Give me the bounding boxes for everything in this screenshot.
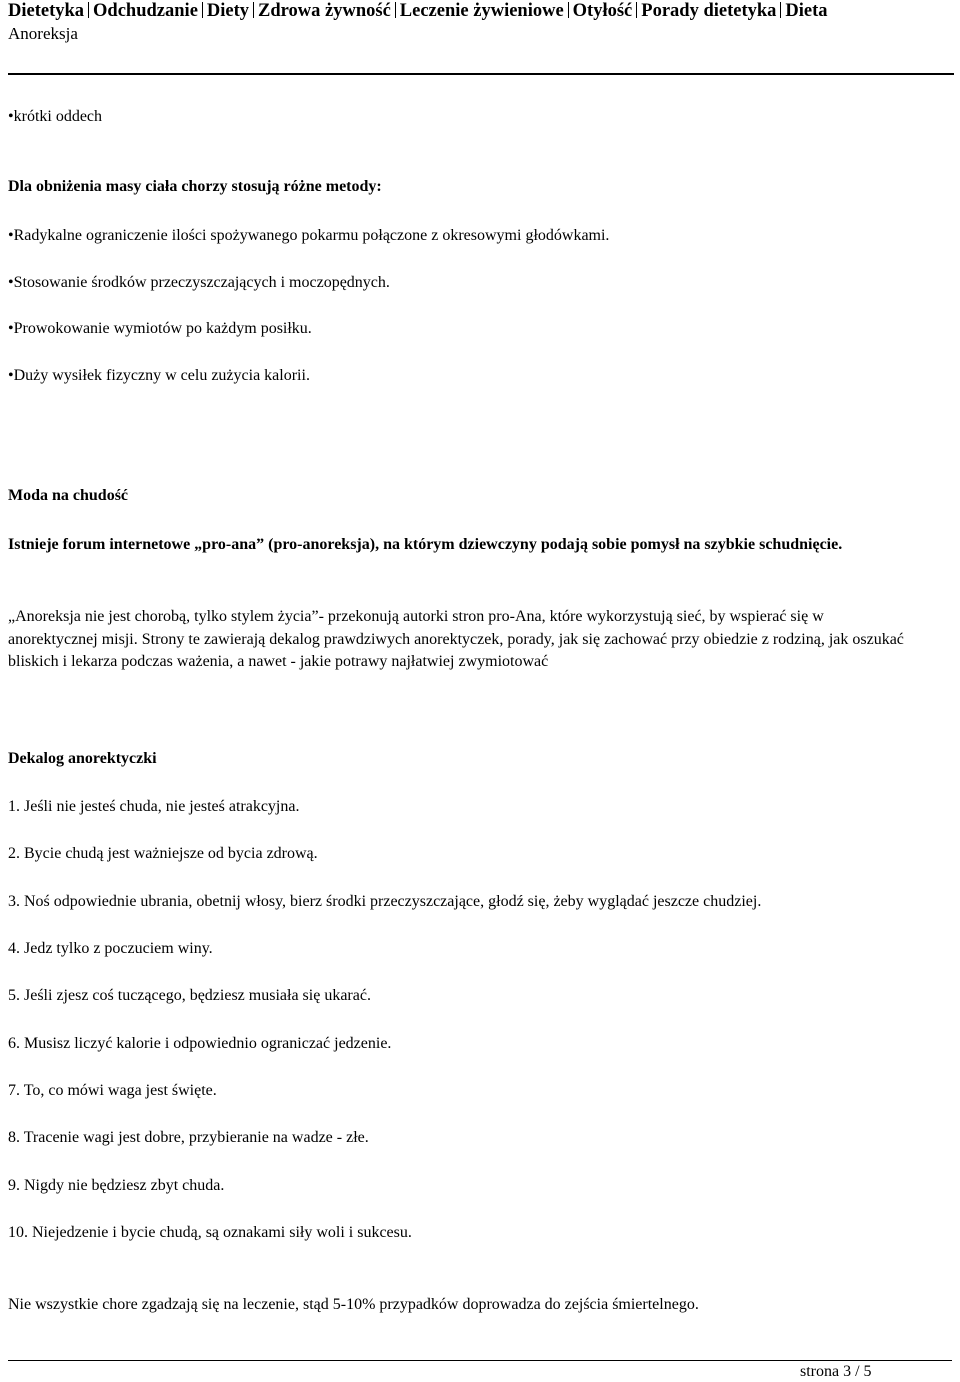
header-divider [8, 73, 954, 75]
dekalog-heading: Dekalog anorektyczki [8, 750, 157, 767]
dekalog-item: 3. Noś odpowiednie ubrania, obetnij włosy, bierz środki przeczyszczające, głodź się, żeby wyglądać jeszcze chudziej. [8, 893, 762, 910]
method-item: • Stosowanie środków przeczyszczających i moczopędnych. [8, 272, 390, 294]
methods-heading: Dla obniżenia masy ciała chorzy stosują różne metody: [8, 178, 382, 195]
dekalog-item: 6. Musisz liczyć kalorie i odpowiednio ograniczać jedzenie. [8, 1035, 392, 1052]
nav-item-dieta[interactable]: Dieta [785, 1, 828, 21]
dekalog-item: 7. To, co mówi waga jest święte. [8, 1082, 217, 1099]
dekalog-item: 8. Tracenie wagi jest dobre, przybieranie na wadze - złe. [8, 1129, 369, 1146]
nav-separator [395, 2, 396, 18]
dekalog-item: 10. Niejedzenie i bycie chudą, są oznakami siły woli i sukcesu. [8, 1224, 412, 1241]
nav-separator [636, 2, 637, 18]
page-header [8, 0, 960, 60]
moda-lead: Istnieje forum internetowe „pro-ana” (pro-anoreksja), na którym dziewczyny podają sobie pomysł na szybkie schudnięcie. [8, 536, 843, 553]
dekalog-item: 5. Jeśli zjesz coś tuczącego, będziesz musiała się ukarać. [8, 987, 371, 1004]
dekalog-item: 9. Nigdy nie będziesz zbyt chuda. [8, 1177, 225, 1194]
nav-item-porady-dietetyka[interactable]: Porady dietetyka [641, 1, 777, 21]
closing-paragraph: Nie wszystkie chore zgadzają się na leczenie, stąd 5-10% przypadków doprowadza do zejścia śmiertelnego. [8, 1296, 699, 1313]
top-nav [8, 0, 960, 22]
nav-item-otylosc[interactable]: Otyłość [572, 1, 633, 21]
nav-separator [568, 2, 569, 18]
moda-body: „Anoreksja nie jest chorobą, tylko stylem życia”- przekonują autorki stron pro-Ana, które wykorzystują sieć, by wspierać się w anorektycznej misji. Strony te zawierają dekalog prawdziwych anorektyczek, porady, jak się zachować przy obiedzie z rodziną, jak oszukać bliskich i lekarza podczas ważenia, a nawet - jakie potrawy najłatwiej zwymiotować [8, 608, 904, 670]
page-subtitle: Anoreksja [8, 24, 78, 43]
footer-divider [8, 1360, 952, 1361]
moda-heading: Moda na chudość [8, 487, 129, 504]
method-item: • Prowokowanie wymiotów po każdym posiłku. [8, 318, 312, 340]
nav-item-odchudzanie[interactable]: Odchudzanie [93, 1, 198, 21]
nav-item-zdrowa-zywnosc[interactable]: Zdrowa żywność [258, 1, 391, 21]
page-number: strona 3 / 5 [800, 1363, 872, 1380]
nav-separator [253, 2, 254, 18]
bullet-item: • krótki oddech [8, 106, 102, 128]
dekalog-item: 4. Jedz tylko z poczuciem winy. [8, 940, 213, 957]
dekalog-item: 1. Jeśli nie jesteś chuda, nie jesteś atrakcyjna. [8, 798, 300, 815]
nav-item-diety[interactable]: Diety [206, 1, 250, 21]
nav-separator [88, 2, 89, 18]
nav-separator [780, 2, 781, 18]
method-item: • Radykalne ograniczenie ilości spożywanego pokarmu połączone z okresowymi głodówkami. [8, 225, 609, 247]
nav-item-dietetyka[interactable]: Dietetyka [8, 1, 85, 21]
dekalog-item: 2. Bycie chudą jest ważniejsze od bycia zdrową. [8, 845, 318, 862]
nav-item-leczenie-zywieniowe[interactable]: Leczenie żywieniowe [399, 1, 564, 21]
nav-separator [202, 2, 203, 18]
method-item: • Duży wysiłek fizyczny w celu zużycia kalorii. [8, 365, 310, 387]
